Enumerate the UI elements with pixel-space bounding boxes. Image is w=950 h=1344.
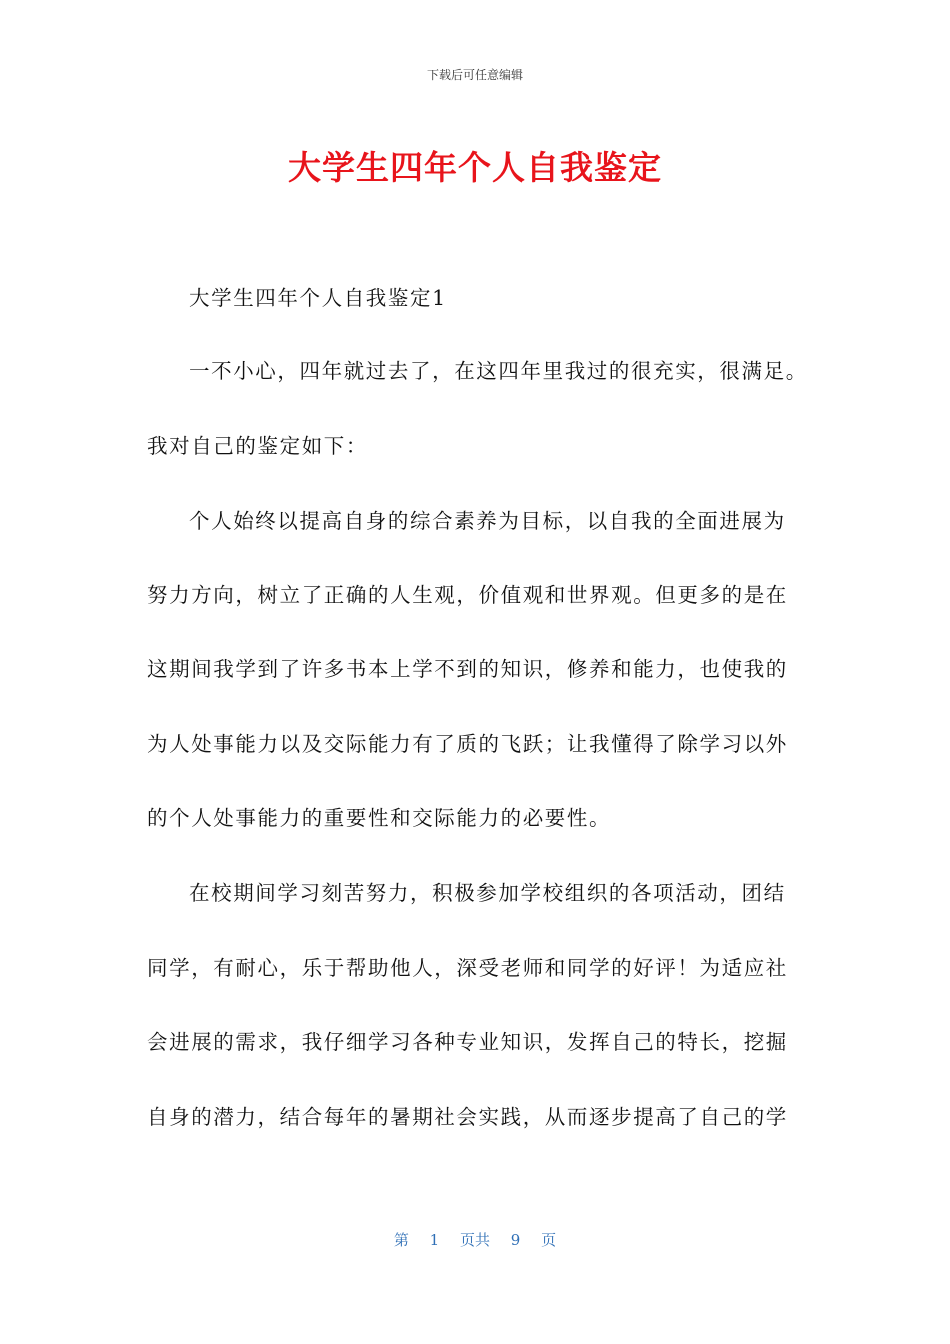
paragraph-line: 我对自己的鉴定如下： xyxy=(147,434,368,458)
page-footer xyxy=(0,1229,950,1250)
paragraph-line: 这期间我学到了许多书本上学不到的知识，修养和能力，也使我的 xyxy=(147,657,788,681)
footer-suffix: 页 xyxy=(541,1231,557,1249)
footer-middle: 页共 xyxy=(459,1231,490,1249)
paragraph-line: 的个人处事能力的重要性和交际能力的必要性。 xyxy=(147,806,612,830)
document-title: 大学生四年个人自我鉴定 xyxy=(288,148,662,187)
paragraph-line: 为人处事能力以及交际能力有了质的飞跃；让我懂得了除学习以外 xyxy=(147,732,788,756)
total-page-count: 9 xyxy=(510,1231,521,1249)
paragraph-line: 会进展的需求，我仔细学习各种专业知识，发挥自己的特长，挖掘 xyxy=(147,1030,788,1054)
section-heading: 大学生四年个人自我鉴定1 xyxy=(189,286,447,310)
paragraph-line: 同学，有耐心，乐于帮助他人，深受老师和同学的好评！为适应社 xyxy=(147,956,788,980)
current-page-number: 1 xyxy=(429,1231,440,1249)
footer-prefix: 第 xyxy=(393,1231,409,1249)
paragraph-line: 自身的潜力，结合每年的暑期社会实践，从而逐步提高了自己的学 xyxy=(147,1105,788,1129)
paragraph-line: 努力方向，树立了正确的人生观，价值观和世界观。但更多的是在 xyxy=(147,583,788,607)
paragraph-line: 个人始终以提高自身的综合素养为目标，以自我的全面进展为 xyxy=(189,509,786,533)
paragraph-line: 在校期间学习刻苦努力，积极参加学校组织的各项活动，团结 xyxy=(189,881,786,905)
paragraph-line: 一不小心，四年就过去了，在这四年里我过的很充实，很满足。 xyxy=(189,359,808,383)
header-note: 下载后可任意编辑 xyxy=(426,68,523,82)
